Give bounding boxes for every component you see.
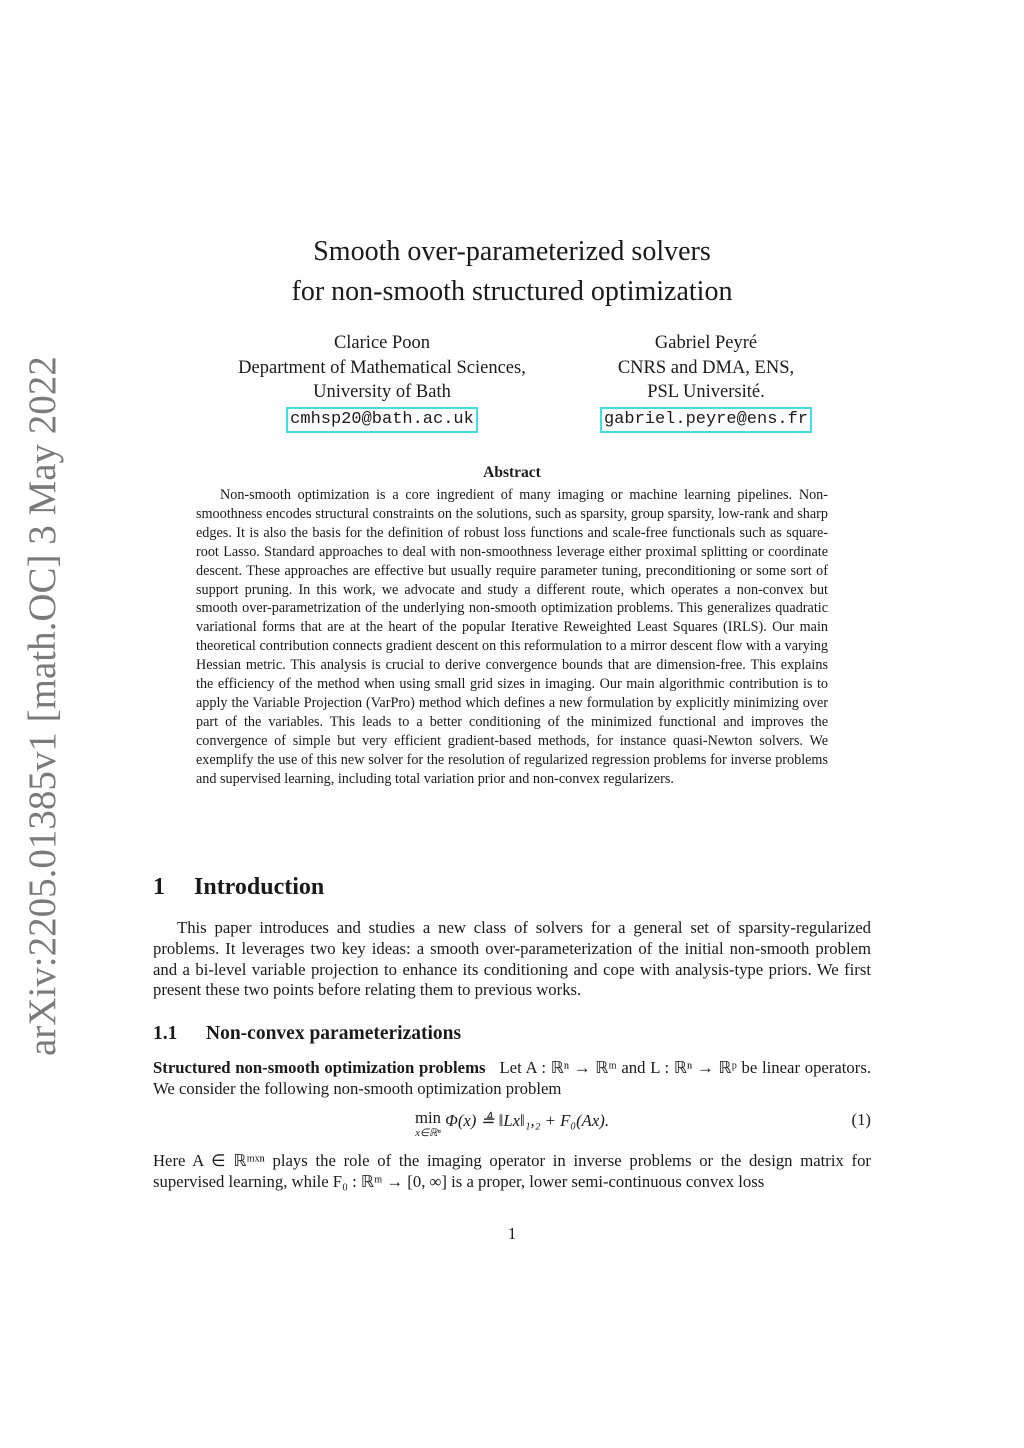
min-subscript: x∈ℝⁿ	[415, 1128, 441, 1139]
section-number: 1	[153, 874, 165, 900]
paragraph-text: Let A : ℝⁿ → ℝᵐ and L : ℝⁿ → ℝᵖ be linear operators. We consider the following non-smooth optimization problem	[153, 1058, 871, 1098]
title-line-1: Smooth over-parameterized solvers	[313, 236, 711, 267]
abstract-text: Non-smooth optimization is a core ingredient of many imaging or machine learning pipelines. Non-smoothness encodes structural constraints on the solutions, such as sparsity, group sparsity, low-rank and sharp edges. It is also the basis for the definition of robust loss functions and scale-free functionals such as square-root Lasso. Standard approaches to deal with non-smoothness leverage either proximal splitting or coordinate descent. These approaches are effective but usually require parameter tuning, preconditioning or some sort of support pruning. In this work, we advocate and study a different route, which operates a non-convex but smooth over-parametrization of the underlying non-smooth optimization problems. This generalizes quadratic variational forms that are at the heart of the popular Iterative Reweighted Least Squares (IRLS). Our main theoretical contribution connects gradient descent on this reformulation to a mirror descent flow with a varying Hessian metric. This analysis is crucial to derive convergence bounds that are dimension-free. This explains the efficiency of the method when using small grid sizes in imaging. Our main algorithmic contribution is to apply the Variable Projection (VarPro) method which defines a new formulation by explicitly minimizing over part of the variables. This leads to a better conditioning of the minimized functional and improves the convergence of simple but very efficient gradient-based methods, for instance quasi-Newton solvers. We exemplify the use of this new solver for the resolution of regularized regression problems for inverse problems and supervised learning, including total variation prior and non-convex regularizers.	[196, 487, 828, 787]
paper-title	[0, 232, 1024, 312]
paragraph-heading: Structured non-smooth optimization problems	[153, 1058, 486, 1077]
subsection-heading	[153, 1023, 461, 1045]
equation-body	[398, 1110, 626, 1142]
abstract-heading: Abstract	[483, 464, 541, 481]
page-number: 1	[507, 1224, 517, 1243]
author-email-link[interactable]: gabriel.peyre@ens.fr	[600, 407, 812, 433]
operator-paragraph: Here A ∈ ℝᵐˣⁿ plays the role of the imaging operator in inverse problems or the design matrix for supervised learning, while F₀ : ℝᵐ → [0, ∞] is a proper, lower semi-continuous convex loss	[153, 1151, 871, 1191]
author-affiliation: PSL Université.	[647, 382, 765, 402]
author-affiliation: Department of Mathematical Sciences,	[238, 357, 526, 378]
equation-expression: Φ(x) ≜ ‖Lx‖₁,₂ + F₀(Ax).	[445, 1111, 609, 1130]
author-name: Clarice Poon	[333, 333, 431, 353]
author-block-2	[590, 331, 822, 433]
arxiv-identifier: arXiv:2205.01385v1 [math.OC] 3 May 2022	[21, 356, 64, 1056]
intro-paragraph: This paper introduces and studies a new class of solvers for a general set of sparsity-regularized problems. It leverages two key ideas: a smooth over-parameterization of the initial non-smooth problem and a bi-level variable projection to enhance its conditioning and cope with analysis-type priors. We first present these two points before relating them to previous works.	[153, 918, 871, 1000]
author-name: Gabriel Peyré	[654, 333, 758, 353]
subsection-title: Non-convex parameterizations	[206, 1023, 462, 1044]
subsection-number: 1.1	[153, 1023, 178, 1044]
section-heading	[153, 874, 324, 901]
problem-paragraph	[153, 1058, 871, 1100]
equation-1	[153, 1110, 871, 1146]
author-email-link[interactable]: cmhsp20@bath.ac.uk	[286, 407, 478, 433]
section-title: Introduction	[194, 874, 325, 900]
author-affiliation: CNRS and DMA, ENS,	[617, 357, 795, 378]
author-affiliation: University of Bath	[313, 382, 451, 402]
author-block-1	[200, 331, 564, 433]
title-line-2: for non-smooth structured optimization	[291, 276, 733, 307]
min-operator: min x∈ℝⁿ	[415, 1110, 441, 1142]
equation-number: (1)	[851, 1110, 871, 1129]
